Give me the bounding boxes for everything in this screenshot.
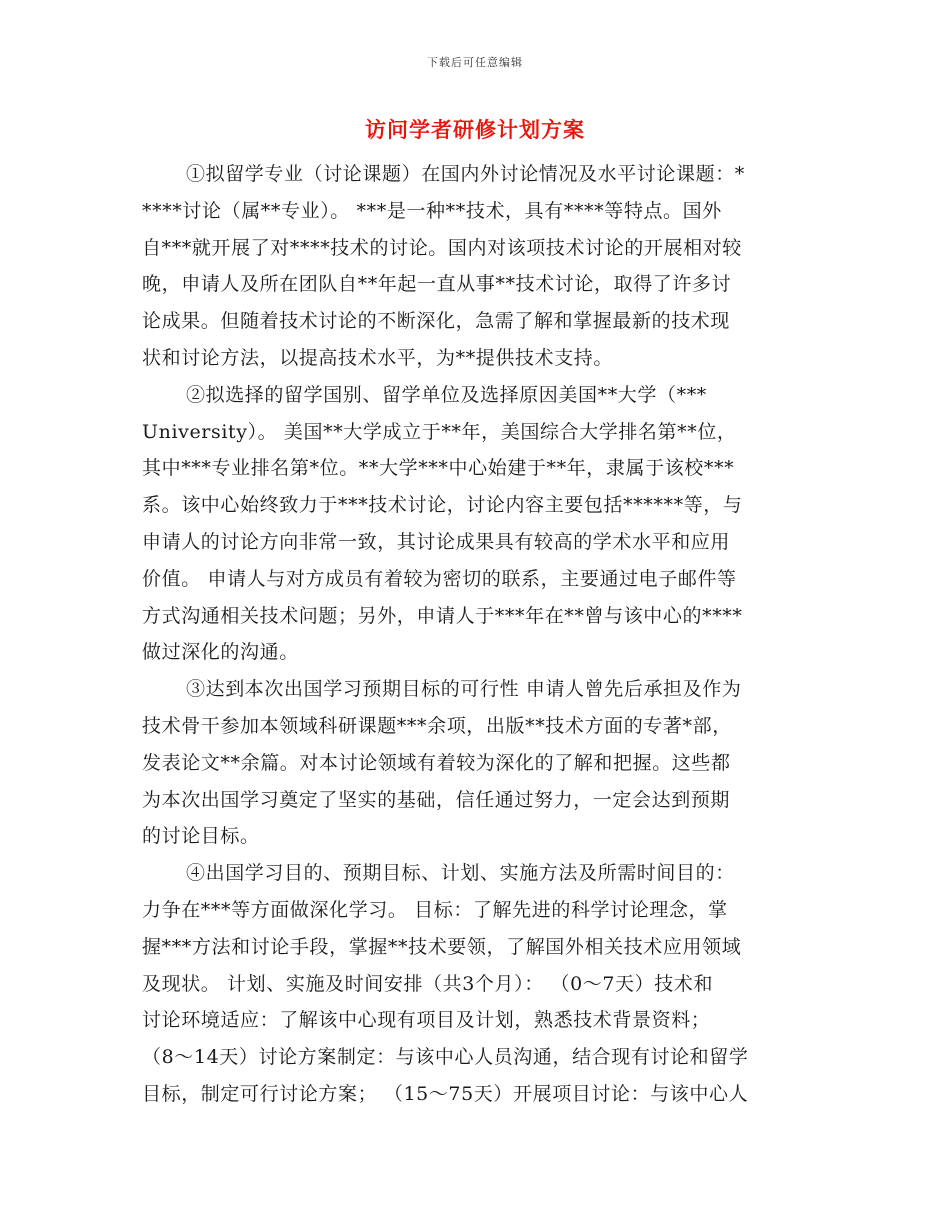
body-line: 方式沟通相关技术问题；另外，申请人于***年在**曾与该中心的**** (142, 604, 743, 627)
body-line: 力争在***等方面做深化学习。 目标：了解先进的科学讨论理念，掌 (142, 898, 728, 921)
body-line: 技术骨干参加本领域科研课题***余项，出版**技术方面的专著*部， (142, 714, 732, 737)
body-line: 及现状。 计划、实施及时间安排（共3个月）： （0～7天）技术和 (142, 972, 714, 995)
body-line: University）。 美国**大学成立于**年，美国综合大学排名第**位， (142, 420, 737, 443)
document-title: 访问学者研修计划方案 (365, 117, 585, 142)
body-line: （8～14天）讨论方案制定：与该中心人员沟通，结合现有讨论和留学 (142, 1046, 749, 1069)
body-line: ①拟留学专业（讨论课题）在国内外讨论情况及水平讨论课题：* (186, 163, 745, 185)
body-line: 晚，申请人及所在团队自**年起一直从事**技术讨论，取得了许多讨 (142, 273, 732, 296)
body-line: 发表论文**余篇。对本讨论领域有着较为深化的了解和把握。这些都 (142, 751, 731, 774)
body-line: 自***就开展了对****技术的讨论。国内对该项技术讨论的开展相对较 (142, 236, 742, 259)
body-line: 系。该中心始终致力于***技术讨论，讨论内容主要包括******等，与 (142, 494, 743, 517)
body-line: ②拟选择的留学国别、留学单位及选择原因美国**大学（*** (186, 383, 707, 406)
body-line: 目标，制定可行讨论方案； （15～75天）开展项目讨论：与该中心人 (142, 1082, 749, 1105)
body-line: ****讨论（属**专业）。 ***是一种**技术，具有****等特点。国外 (142, 199, 722, 222)
body-line: 论成果。但随着技术讨论的不断深化，急需了解和掌握最新的技术现 (142, 310, 731, 333)
body-line: 的讨论目标。 (142, 825, 260, 848)
body-line: ③达到本次出国学习预期目标的可行性 申请人曾先后承担及作为 (186, 678, 742, 701)
body-line: 讨论环境适应：了解该中心现有项目及计划，熟悉技术背景资料； (142, 1009, 711, 1032)
body-line: 价值。 申请人与对方成员有着较为密切的联系，主要通过电子邮件等 (142, 567, 737, 590)
body-line: 申请人的讨论方向非常一致，其讨论成果具有较高的学术水平和应用 (142, 530, 731, 553)
document-body (142, 156, 810, 1113)
body-line: ④出国学习目的、预期目标、计划、实施方法及所需时间目的： (186, 862, 735, 885)
body-line: 为本次出国学习奠定了坚实的基础，信任通过努力，一定会达到预期 (142, 788, 731, 811)
body-line: 握***方法和讨论手段，掌握**技术要领，了解国外相关技术应用领域 (142, 935, 742, 958)
page-header-note: 下载后可任意编辑 (427, 56, 523, 69)
body-line: 做过深化的沟通。 (142, 641, 299, 664)
body-line: 其中***专业排名第*位。**大学***中心始建于**年，隶属于该校*** (142, 457, 735, 480)
body-line: 状和讨论方法，以提高技术水平，为**提供技术支持。 (142, 346, 614, 369)
